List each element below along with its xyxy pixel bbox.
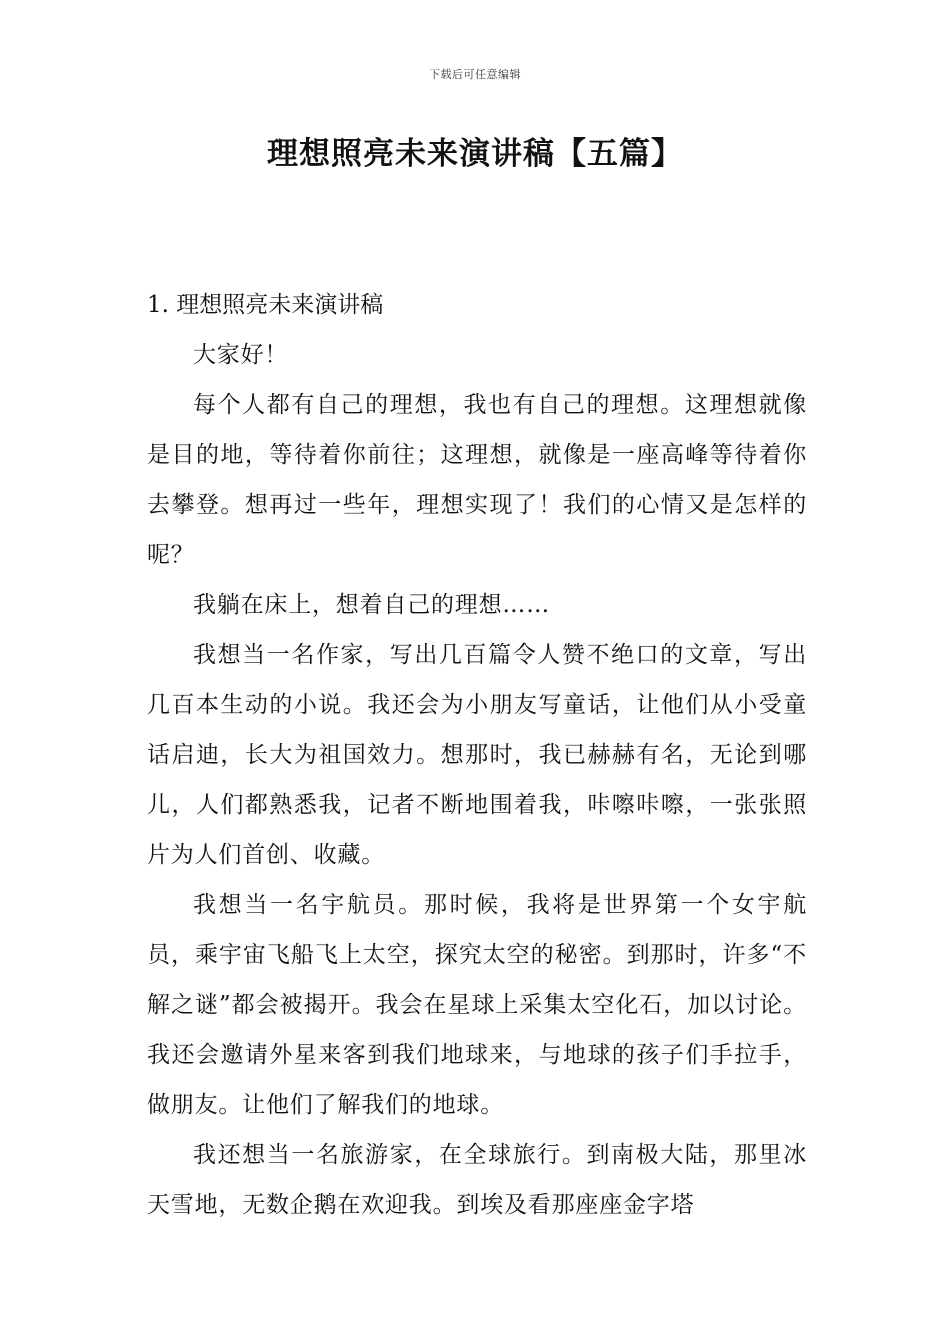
document-body	[147, 280, 807, 1230]
paragraph: 我想当一名宇航员。那时候，我将是世界第一个女宇航员，乘宇宙飞船飞上太空，探究太空的秘密。到那时，许多“不解之谜”都会被揭开。我会在星球上采集太空化石，加以讨论。我还会邀请外星来客到我们地球来，与地球的孩子们手拉手，做朋友。让他们了解我们的地球。	[147, 892, 807, 1118]
document-title: 理想照亮未来演讲稿【五篇】	[267, 136, 683, 172]
paragraph-greeting: 大家好！	[193, 342, 289, 368]
paragraph: 我还想当一名旅游家，在全球旅行。到南极大陆，那里冰天雪地，无数企鹅在欢迎我。到埃及看那座座金字塔	[147, 1142, 807, 1218]
header-note: 下载后可任意编辑	[429, 68, 521, 81]
paragraph: 我躺在床上，想着自己的理想……	[193, 592, 550, 618]
paragraph: 我想当一名作家，写出几百篇令人赞不绝口的文章，写出几百本生动的小说。我还会为小朋友写童话，让他们从小受童话启迪，长大为祖国效力。想那时，我已赫赫有名，无论到哪儿，人们都熟悉我，记者不断地围着我，咔嚓咔嚓，一张张照片为人们首创、收藏。	[147, 642, 807, 868]
paragraph: 每个人都有自己的理想，我也有自己的理想。这理想就像是目的地，等待着你前往；这理想，就像是一座高峰等待着你去攀登。想再过一些年，理想实现了！我们的心情又是怎样的呢？	[147, 392, 807, 568]
section-heading: 1. 理想照亮未来演讲稿	[147, 292, 384, 318]
